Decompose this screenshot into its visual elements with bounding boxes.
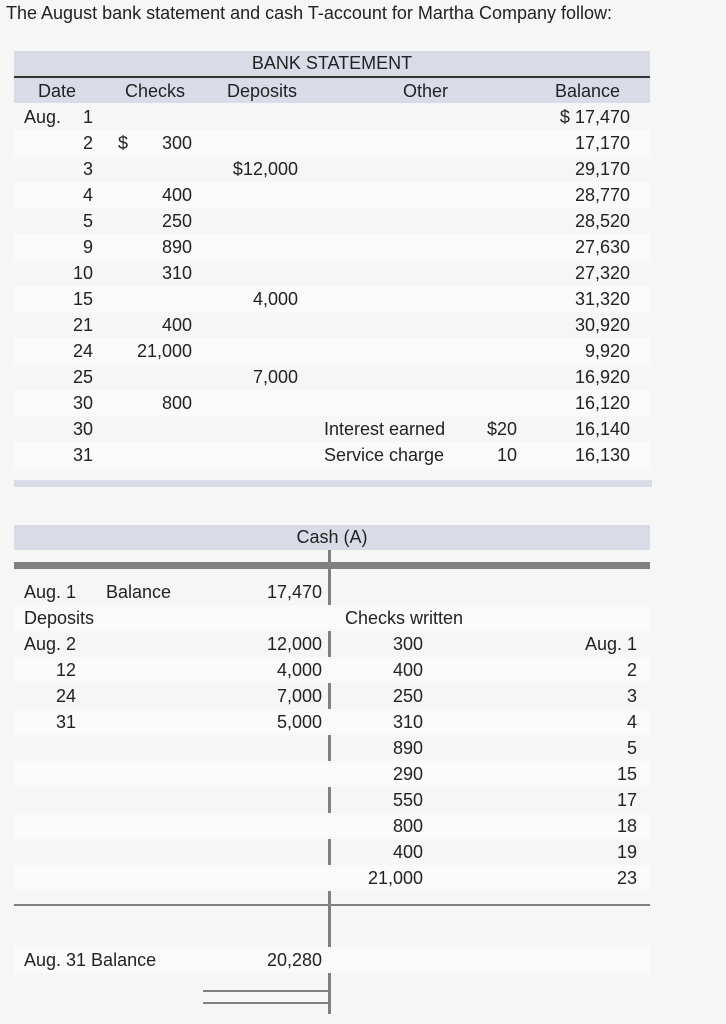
opening-date: Aug. 1 xyxy=(24,582,77,602)
row-balance: 30,920 xyxy=(574,315,630,335)
check-date: 15 xyxy=(616,764,637,784)
bank-row xyxy=(14,130,650,156)
t-account-row xyxy=(14,657,650,683)
checks-written-label: Checks written xyxy=(345,608,464,628)
row-balance: 27,320 xyxy=(574,263,630,283)
check-date: 19 xyxy=(616,842,637,862)
row-deposit: 4,000 xyxy=(252,289,298,309)
row-balance: 16,130 xyxy=(574,445,630,465)
row-balance: 29,170 xyxy=(574,159,630,179)
row-balance: 16,920 xyxy=(574,367,630,387)
bank-row xyxy=(14,260,650,286)
row-balance: 28,770 xyxy=(574,185,630,205)
row-day: 15 xyxy=(72,289,93,309)
row-balance: 9,920 xyxy=(584,341,630,361)
deposit-amount: 4,000 xyxy=(276,660,322,680)
check-amount: 800 xyxy=(392,816,423,836)
t-account-row xyxy=(14,813,650,839)
row-balance: 16,120 xyxy=(574,393,630,413)
row-check: 250 xyxy=(161,211,192,231)
bank-row xyxy=(14,312,650,338)
row-check-sign: $ xyxy=(118,133,129,153)
check-amount: 310 xyxy=(392,712,423,732)
t-account-row xyxy=(14,865,650,891)
col-other: Other xyxy=(403,81,449,101)
check-amount: 290 xyxy=(392,764,423,784)
deposit-amount: 12,000 xyxy=(266,634,322,654)
check-amount: 890 xyxy=(392,738,423,758)
t-account-row xyxy=(14,709,650,735)
double-underline-bottom xyxy=(203,1002,329,1004)
bank-row xyxy=(14,338,650,364)
t-account-row xyxy=(14,631,650,657)
deposit-date: 24 xyxy=(56,686,77,706)
row-day: 24 xyxy=(72,341,93,361)
row-day: 21 xyxy=(72,315,93,335)
bank-row xyxy=(14,104,650,130)
t-account-row xyxy=(14,787,650,813)
header-divider xyxy=(14,76,650,78)
bank-row xyxy=(14,234,650,260)
deposit-date: Aug. 2 xyxy=(24,634,77,654)
check-date: 2 xyxy=(626,660,637,680)
row-day: 5 xyxy=(82,211,93,231)
col-date: Date xyxy=(38,81,77,101)
row-day: 3 xyxy=(82,159,93,179)
t-account-title: Cash (A) xyxy=(296,527,368,547)
check-date: 23 xyxy=(616,868,637,888)
t-account-row xyxy=(14,683,650,709)
check-date: 18 xyxy=(616,816,637,836)
t-account-total-line xyxy=(14,904,650,906)
row-balance: 16,140 xyxy=(574,419,630,439)
row-check: 890 xyxy=(161,237,192,257)
check-date: Aug. 1 xyxy=(584,634,637,654)
check-amount: 400 xyxy=(392,660,423,680)
row-day: 30 xyxy=(72,393,93,413)
bank-statement-footer-bar xyxy=(14,480,652,487)
bank-row xyxy=(14,286,650,312)
row-day: 10 xyxy=(72,263,93,283)
row-check: 310 xyxy=(161,263,192,283)
closing-balance-label: Aug. 31 Balance xyxy=(24,950,157,970)
check-amount: 21,000 xyxy=(367,868,423,888)
opening-amount: 17,470 xyxy=(266,582,322,602)
row-day: 25 xyxy=(72,367,93,387)
row-check: 800 xyxy=(161,393,192,413)
row-check: 400 xyxy=(161,315,192,335)
deposits-label: Deposits xyxy=(24,608,95,628)
row-day: 31 xyxy=(72,445,93,465)
check-amount: 400 xyxy=(392,842,423,862)
row-day: 2 xyxy=(82,133,93,153)
bank-row xyxy=(14,156,650,182)
row-day: 9 xyxy=(82,237,93,257)
deposit-date: 31 xyxy=(56,712,77,732)
row-check: 300 xyxy=(161,133,192,153)
double-underline-top xyxy=(203,990,329,992)
row-balance: 27,630 xyxy=(574,237,630,257)
row-day: 1 xyxy=(82,107,93,127)
check-date: 4 xyxy=(626,712,637,732)
bank-row xyxy=(14,364,650,390)
row-balance: 28,520 xyxy=(574,211,630,231)
check-amount: 550 xyxy=(392,790,423,810)
t-account-row xyxy=(14,735,650,761)
row-other-amount: 10 xyxy=(496,445,517,465)
bank-row xyxy=(14,208,650,234)
row-deposit: 7,000 xyxy=(252,367,298,387)
row-check: 21,000 xyxy=(136,341,192,361)
row-balance: 17,170 xyxy=(574,133,630,153)
row-balance: 31,320 xyxy=(574,289,630,309)
deposit-amount: 5,000 xyxy=(276,712,322,732)
row-deposit: $12,000 xyxy=(232,159,298,179)
deposit-date: 12 xyxy=(56,660,77,680)
check-date: 5 xyxy=(626,738,637,758)
deposit-amount: 7,000 xyxy=(276,686,322,706)
bank-statement-title: BANK STATEMENT xyxy=(251,53,413,73)
bank-row xyxy=(14,182,650,208)
row-other-label: Interest earned xyxy=(324,419,446,439)
intro-text: The August bank statement and cash T-account for Martha Company follow: xyxy=(6,3,612,23)
col-checks: Checks xyxy=(125,81,186,101)
check-amount: 300 xyxy=(392,634,423,654)
t-account-row xyxy=(14,839,650,865)
row-balance: $ 17,470 xyxy=(559,107,630,127)
check-amount: 250 xyxy=(392,686,423,706)
t-account-top-bar xyxy=(14,562,650,569)
row-other-label: Service charge xyxy=(324,445,445,465)
t-account-row xyxy=(14,605,650,631)
row-month: Aug. xyxy=(24,107,62,127)
col-deposits: Deposits xyxy=(227,81,298,101)
opening-desc: Balance xyxy=(106,582,172,602)
check-date: 17 xyxy=(616,790,637,810)
row-check: 400 xyxy=(161,185,192,205)
row-day: 4 xyxy=(82,185,93,205)
row-other-amount: $20 xyxy=(486,419,517,439)
check-date: 3 xyxy=(626,686,637,706)
col-balance: Balance xyxy=(555,81,621,101)
t-account-row xyxy=(14,761,650,787)
row-day: 30 xyxy=(72,419,93,439)
closing-balance-amount: 20,280 xyxy=(266,950,322,970)
bank-row xyxy=(14,390,650,416)
